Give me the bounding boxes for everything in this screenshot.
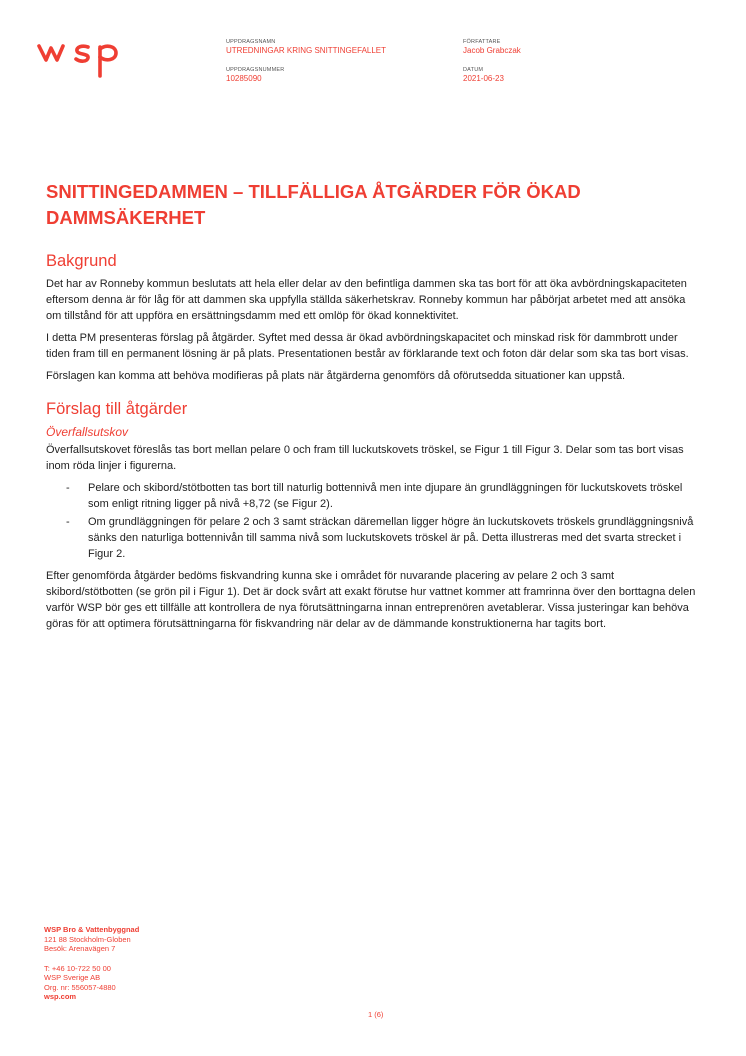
paragraph: I detta PM presenteras förslag på åtgärder. Syftet med dessa är ökad avbördningskapacitet och minskad risk för dammbrott under tiden fram till en permanent lösning är på plats. Presentationen består av förklarande text och foton där delar som ska tas bort visas.: [46, 332, 689, 360]
meta-date: [463, 67, 504, 84]
list-item: [46, 514, 698, 562]
meta-label: UPPDRAGSNAMN: [226, 39, 276, 45]
footer: [44, 925, 139, 1002]
footer-address: 121 88 Stockholm-Globen: [44, 934, 131, 944]
footer-org-nr: Org. nr: 556057-4880: [44, 982, 116, 992]
section-heading-background: Bakgrund: [46, 252, 117, 270]
meta-value: UTREDNINGAR KRING SNITTINGEFALLET: [226, 46, 387, 55]
paragraph: Efter genomförda åtgärder bedöms fiskvandring kunna ske i området för nuvarande placering av pelare 2 och 3 samt skibord/stötbotten (se grön pil i Figur 1). Det är dock svårt att exakt förutse hur vattnet kommer att framrinna över den borttagna delen varför WSP bör ges ett tillfälle att kontrollera de nya förutsättningarna innan entreprenören avetablerar. Vissa justeringar kan behöva göras för att optimera förutsättningarna för fiskvandring när delar av de dämmande konstruktionerna har tagits bort.: [46, 570, 696, 630]
meta-label: FÖRFATTARE: [463, 39, 501, 45]
meta-value: Jacob Grabczak: [463, 46, 521, 55]
meta-value: 2021-06-23: [463, 74, 504, 83]
list-item-text: Pelare och skibord/stötbotten tas bort till naturlig bottennivå men inte djupare än grundläggningen för luckutskovets tröskel som enligt ritning ligger på nivå +8,72 (se Figur 2).: [88, 482, 683, 510]
wsp-logo: [36, 38, 126, 80]
paragraph: Förslagen kan komma att behöva modifieras på plats när åtgärderna genomförs då oförutsedda situationer kan uppstå.: [46, 370, 626, 382]
footer-legal-name: WSP Sverige AB: [44, 973, 101, 982]
document-title: SNITTINGEDAMMEN – TILLFÄLLIGA ÅTGÄRDER FÖR ÖKAD DAMMSÄKERHET: [46, 181, 581, 228]
bullet-marker: -: [66, 482, 70, 494]
footer-visit: Besök: Arenavägen 7: [44, 944, 116, 953]
meta-label: UPPDRAGSNUMMER: [226, 67, 285, 73]
bullet-list: [46, 480, 698, 562]
footer-company: WSP Bro & Vattenbyggnad: [44, 925, 140, 934]
meta-value: 10285090: [226, 74, 262, 83]
meta-assignment-name: [226, 39, 386, 56]
section-heading-proposals: Förslag till åtgärder: [46, 400, 188, 418]
paragraph: Överfallsutskovet föreslås tas bort mellan pelare 0 och fram till luckutskovets tröskel, se Figur 1 till Figur 3. Delar som tas bort visas inom röda linjer i figurerna.: [46, 444, 684, 472]
meta-assignment-number: [226, 67, 284, 84]
meta-author: [463, 39, 521, 56]
subheading-overflow-spillway: Överfallsutskov: [46, 425, 129, 439]
document-body: [46, 250, 698, 638]
footer-web-link[interactable]: wsp.com: [44, 992, 77, 1001]
bullet-marker: -: [66, 516, 70, 528]
meta-label: DATUM: [463, 67, 484, 73]
paragraph: Det har av Ronneby kommun beslutats att hela eller delar av den befintliga dammen ska tas bort för att öka avbördningskapaciteten eftersom denna är för låg för att dammen ska uppfylla ställda säkerhetskrav. Ronneby kommun har påbörjat arbetet med att ansöka om tillstånd för att uppföra en ersättningsdamm med ett omlöp för ökad konnektivitet.: [46, 278, 687, 322]
list-item: [46, 480, 698, 512]
list-item-text: Om grundläggningen för pelare 2 och 3 samt sträckan däremellan ligger högre än luckutskovets tröskels grundläggningsnivå sänks den naturliga bottennivån till samma nivå som luckutskovets tröskel är på. Detta illustreras med det svarta strecket i Figur 2.: [88, 516, 694, 560]
page-number: 1 (6): [368, 1010, 384, 1019]
footer-phone: T: +46 10-722 50 00: [44, 963, 111, 973]
